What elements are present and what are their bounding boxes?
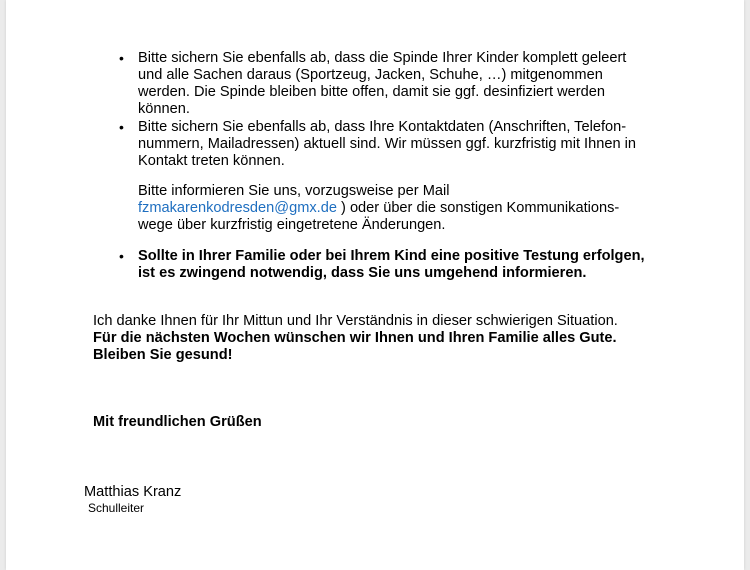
bullet-1-line-4: können. bbox=[138, 101, 190, 117]
email-link[interactable]: fzmakarenkodresden@gmx.de bbox=[138, 200, 337, 216]
signature-name: Matthias Kranz bbox=[84, 484, 182, 500]
document-page bbox=[6, 0, 744, 570]
bullet-1-line-1: Bitte sichern Sie ebenfalls ab, dass die Spinde Ihrer Kinder komplett geleert bbox=[138, 50, 627, 66]
bullet-1-line-2: und alle Sachen daraus (Sportzeug, Jacken, Schuhe, …) mitgenommen bbox=[138, 67, 603, 83]
contact-line-2-rest: ) oder über die sonstigen Kommunikations- bbox=[336, 200, 620, 216]
contact-line-2 bbox=[138, 200, 619, 217]
wish-line-1: Für die nächsten Wochen wünschen wir Ihnen und Ihren Familie alles Gute. bbox=[93, 330, 617, 346]
bullet-2-line-1: Bitte sichern Sie ebenfalls ab, dass Ihre Kontaktdaten (Anschriften, Telefon- bbox=[138, 119, 627, 135]
wish-line-2: Bleiben Sie gesund! bbox=[93, 347, 233, 363]
bullet-1-line-3: werden. Die Spinde bleiben bitte offen, damit sie ggf. desinfiziert werden bbox=[138, 84, 606, 100]
signature-title: Schulleiter bbox=[88, 501, 145, 515]
important-line-2: ist es zwingend notwendig, dass Sie uns umgehend informieren. bbox=[138, 265, 587, 281]
bullet-marker: • bbox=[119, 50, 124, 66]
thanks-text: Ich danke Ihnen für Ihr Mittun und Ihr Verständnis in dieser schwierigen Situation. bbox=[93, 313, 618, 329]
bullet-marker: • bbox=[119, 248, 124, 264]
bullet-marker: • bbox=[119, 119, 124, 135]
bullet-2-line-2: nummern, Mailadressen) aktuell sind. Wir müssen ggf. kurzfristig mit Ihnen in bbox=[138, 136, 636, 152]
important-line-1: Sollte in Ihrer Familie oder bei Ihrem Kind eine positive Testung erfolgen, bbox=[138, 248, 645, 264]
greeting: Mit freundlichen Grüßen bbox=[93, 414, 262, 430]
contact-line-1: Bitte informieren Sie uns, vorzugsweise per Mail bbox=[138, 183, 450, 199]
bullet-2-line-3: Kontakt treten können. bbox=[138, 153, 285, 169]
contact-line-3: wege über kurzfristig eingetretene Änderungen. bbox=[138, 217, 446, 233]
